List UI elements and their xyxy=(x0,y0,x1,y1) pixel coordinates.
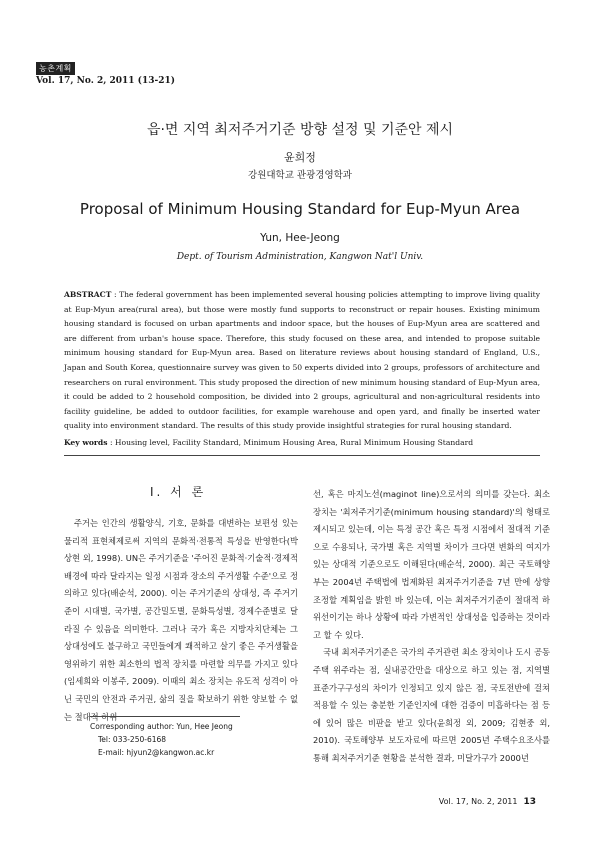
page-number: 13 xyxy=(523,797,536,807)
abstract xyxy=(64,288,540,434)
affiliation-english: Dept. of Tourism Administration, Kangwon Nat'l Univ. xyxy=(176,252,424,262)
affiliation-korean: 강원대학교 관광경영학과 xyxy=(248,170,352,181)
right-column xyxy=(313,486,550,768)
body-paragraph: 선, 혹은 마지노선(maginot line)으로서의 의미를 갖는다. 최소 장치는 '최저주거기준(minimum housing standard)'의 형태로 제시되고 있는데, 이는 특정 공간 혹은 특정 시점에서 절대적 기준으로 수용되나, 국가별 혹은 지역별 차이가 크다면 변화의 여지가 있는 상대적 기준으로도 이해된다(배순석, 2000). 최근 국토해양부는 2004년 주택법에 법제화된 최저주거기준을 7년 만에 상향조정할 계획임을 밝힌 바 있는데, 이는 최저주거기준이 절대적 하위선이기는 하나 상황에 따라 가변적인 상대성을 입증하는 것이라고 할 수 있다. xyxy=(313,489,550,640)
title-korean: 읍·면 지역 최저주거기준 방향 설정 및 기준안 제시 xyxy=(146,122,454,138)
author-tel: Tel: 033-250-6168 xyxy=(98,735,167,744)
abstract-text: : The federal government has been implemented several housing policies attempting to improve living quality at Eup-Myun area(rural area), but those were mostly fund supports to reconstruct or repair houses. Existing minimum housing standard is focused on urban apartments and indoor space, but the houses of Eup-Myun area are scattered and are different from urban's house space. Therefore, this study focused on these area, and intended to propose suitable minimum housing standard for Eup-Myun area. Based on literature reviews about housing standard of England, U.S., Japan and South Korea, questionnaire survey was given to 50 experts divided into 2 groups, professors of architecture and researchers on rural environment. This study proposed the direction of new minimum housing standard of Eup-Myun area, it could be added to 2 household composition, be divided into 2 groups, agricultural and non-agricultural residents into facility guideline, be added to outdoor facilities, for example warehouse and open yard, and finally be inserted water quality into environment standard. The results of this study provide insightful strategies for rural housing standard. xyxy=(64,290,541,431)
volume-info: Vol. 17, No. 2, 2011 (13-21) xyxy=(36,76,175,86)
divider xyxy=(64,455,540,456)
title-english: Proposal of Minimum Housing Standard for Eup-Myun Area xyxy=(79,200,521,218)
author-korean: 윤희정 xyxy=(284,151,316,164)
keywords xyxy=(64,438,540,447)
footer-journal: Vol. 17, No. 2, 2011 xyxy=(438,797,518,806)
author-english: Yun, Hee-Jeong xyxy=(260,232,340,244)
footnote-divider xyxy=(90,716,240,717)
abstract-label: ABSTRACT xyxy=(64,290,112,299)
section-heading: Ⅰ. 서 론 xyxy=(150,485,207,499)
body-paragraph: 주거는 인간의 생활양식, 기호, 문화를 대변하는 보편성 있는 물리적 표현체제로써 지역의 문화적·전통적 특성을 반영한다(박상현 외, 1998). UN은 주거기준을 '주어진 문화적·기술적·경제적 배경에 따라 달라지는 일정 시점과 장소의 주거생활 수준'으로 정의하고 있다(배순석, 2000). 이는 주거기준의 상대성, 즉 주거기준이 시대별, 국가별, 공간밀도별, 문화특성별, 경제수준별로 달라질 수 있음을 의미한다. 그러나 국가 혹은 지방자치단체는 그 상대성에도 불구하고 국민들에게 쾌적하고 살기 좋은 주거생활을 영위하기 위한 최소한의 법적 장치를 마련할 의무를 가지고 있다(임세희와 이봉주, 2009). 이때의 최소 장치는 유도적 성격이 아닌 국민의 안전과 주거권, 삶의 질을 확보하기 위한 양보할 수 없는 절대적 하위 xyxy=(64,518,298,722)
body-paragraph: 국내 최저주거기준은 국가의 주거관련 최소 장치이나 도시 공동주택 위주라는 점, 실내공간만을 대상으로 하고 있는 점, 지역별 표준가구구성의 차이가 인정되고 있지 않은 점, 국토전반에 걸쳐 적용할 수 있는 충분한 기준인지에 대한 검증이 미흡하다는 점 등에 있어 많은 비판을 받고 있다(윤희정 외, 2009; 김현중 외, 2010). 국토해양부 보도자료에 따르면 2005년 주택수요조사를 통해 최저주거기준 현황을 분석한 결과, 미달가구가 2000년 xyxy=(313,647,550,763)
journal-badge: 농촌계획 xyxy=(36,62,75,75)
left-column xyxy=(64,515,298,726)
keywords-label: Key words xyxy=(64,438,108,447)
keywords-text: : Housing level, Facility Standard, Minimum Housing Area, Rural Minimum Housing Standard xyxy=(109,438,474,447)
author-email: E-mail: hjyun2@kangwon.ac.kr xyxy=(98,748,215,757)
corresponding-author: Corresponding author: Yun, Hee Jeong xyxy=(90,722,233,731)
footnote xyxy=(90,720,233,759)
page-footer xyxy=(439,797,536,807)
